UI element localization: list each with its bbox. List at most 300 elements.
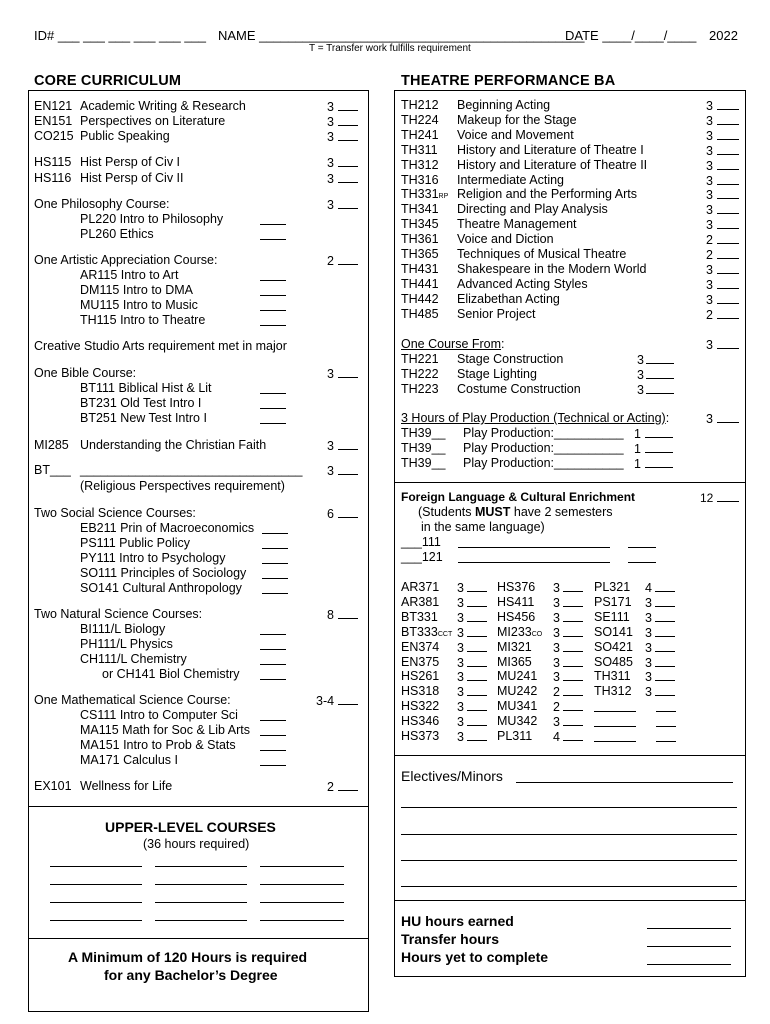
core-row-ex101-credit-value: 2 [327,780,334,794]
enrichment-course-blank[interactable] [563,625,583,637]
play-production-row-blank[interactable] [645,456,673,468]
enrichment-course-6-2[interactable] [594,669,684,684]
enrichment-blank-code[interactable] [594,700,636,712]
theatre-credit-value: 3 [706,218,713,233]
creative-studio-note: Creative Studio Arts requirement met in major [34,339,287,353]
theatre-credit-blank[interactable] [717,262,739,274]
enrichment-course-0-1[interactable] [497,580,587,595]
bible-course-credits [327,366,358,382]
enrichment-course-credit-value: 4 [553,730,560,744]
theatre-credit-blank[interactable] [717,98,739,110]
social-option-2-blank[interactable] [262,552,288,564]
enrichment-course-blank[interactable] [655,625,675,637]
enrichment-course-6-0[interactable] [401,669,491,684]
play-production-row-0 [401,426,701,441]
social-science-course-credits [327,506,358,522]
bible-option-1-blank[interactable] [260,397,286,409]
core-row-co215-credits [327,129,358,145]
enrichment-course-blank[interactable] [467,684,487,696]
upper-course-blank-1-2[interactable] [260,884,344,885]
bt-elective-title[interactable]: ________________________________ [80,463,303,477]
core-row-ex101-credit-blank[interactable] [338,779,358,791]
elective-line-3[interactable] [401,886,737,887]
enrichment-course-10-2 [594,729,684,744]
enrichment-course-7-1[interactable] [497,684,587,699]
theatre-credit-value: 3 [706,128,713,143]
play-production-row-credits [634,426,673,442]
play-production-row-code[interactable]: TH39__ [401,441,446,455]
enrichment-course-blank[interactable] [467,580,487,592]
core-row-co215-credit-value: 3 [327,130,334,144]
natural-option-2 [80,652,290,667]
theatre-credit-blank[interactable] [717,232,739,244]
enrichment-course-7-2[interactable] [594,684,684,699]
math-option-1-blank[interactable] [260,724,286,736]
artistic-option-0 [80,268,290,283]
hu-hours-earned-label: HU hours earned [401,913,514,929]
date-field[interactable]: DATE ____/____/____ [565,28,697,43]
upper-course-blank-3-0[interactable] [50,920,142,921]
theatre-row-th341-code: TH341 [401,202,439,217]
core-row-en151-code: EN151 [34,114,73,128]
play-production-credit-blank[interactable] [717,411,739,423]
play-production-row-credits [634,441,673,457]
enrichment-course-5-0[interactable] [401,655,491,670]
language-row-code[interactable]: ___111 [401,535,441,549]
social-option-3-label: SO111 Principles of Sociology [80,566,247,580]
play-production-row-code[interactable]: TH39__ [401,426,446,440]
enrichment-course-5-2[interactable] [594,655,684,670]
math-option-0-blank[interactable] [260,709,286,721]
theatre-credit-value: 3 [706,113,713,128]
upper-course-blank-1-0[interactable] [50,884,142,885]
enrichment-blank-credit[interactable] [656,730,676,742]
play-production-row-blank[interactable] [645,426,673,438]
natural-option-2-blank[interactable] [260,653,286,665]
enrichment-course-7-0[interactable] [401,684,491,699]
philosophy-option-0 [80,212,290,227]
theatre-row-th341 [401,202,741,217]
math-science-course [34,693,364,708]
one-course-option-credits [637,367,674,383]
philosophy-option-1-blank[interactable] [260,228,286,240]
enrichment-course-blank[interactable] [655,684,675,696]
enrichment-course-0-0[interactable] [401,580,491,595]
social-option-1-blank[interactable] [262,537,288,549]
social-science-course-credit-value: 6 [327,507,334,521]
core-row-en121-credit-blank[interactable] [338,99,358,111]
enrichment-course-1-2[interactable] [594,595,684,610]
bt-elective-credit-blank[interactable] [338,463,358,475]
bible-option-2-blank[interactable] [260,412,286,424]
core-row-hs116-title: Hist Persp of Civ II [80,171,184,185]
enrichment-course-10-0[interactable] [401,729,491,744]
upper-course-blank-2-2[interactable] [260,902,344,903]
enrichment-course-code: HS318 [401,684,440,699]
enrichment-course-credits [457,595,487,611]
enrichment-course-credits [457,640,487,656]
core-row-co215-credit-blank[interactable] [338,129,358,141]
enrichment-course-code: SO421 [594,639,633,654]
one-course-option-code: TH223 [401,382,439,396]
philosophy-course-credit-blank[interactable] [338,197,358,209]
philosophy-option-0-blank[interactable] [260,213,286,225]
enrichment-course-10-1[interactable] [497,729,587,744]
enrichment-course-credits [457,655,487,671]
enrichment-course-3-2[interactable] [594,625,684,640]
enrichment-course-0-2[interactable] [594,580,684,595]
foreign-note-post: have 2 semesters [510,505,613,519]
enrichment-course-2-0[interactable] [401,610,491,625]
math-option-2-label: MA151 Intro to Prob & Stats [80,738,236,752]
theatre-row-th331 [401,187,741,202]
enrichment-course-credits [457,699,487,715]
social-option-0-blank[interactable] [262,522,288,534]
core-row-en151 [34,114,364,129]
core-row-hs115-credit-blank[interactable] [338,155,358,167]
enrichment-course-1-0[interactable] [401,595,491,610]
enrichment-course-credit-value: 3 [457,625,464,640]
one-course-credit-blank[interactable] [717,337,739,349]
enrichment-course-blank[interactable] [467,714,487,726]
theatre-row-th442-code: TH442 [401,291,439,306]
theatre-credit-blank[interactable] [717,247,739,259]
theatre-row-th345 [401,217,741,232]
enrichment-course-credit-value: 3 [645,655,652,670]
enrichment-course-blank[interactable] [563,595,583,607]
enrichment-course-code: MI365 [497,654,532,669]
theatre-credit-value: 3 [706,188,713,203]
enrichment-course-code: MU241 [497,669,538,684]
foreign-language-credit-blank[interactable] [717,490,739,502]
theatre-row-th485-code: TH485 [401,306,439,321]
theatre-credit-blank[interactable] [717,217,739,229]
enrichment-course-9-1[interactable] [497,714,587,729]
one-course-option-credit-value: 3 [637,368,644,382]
enrichment-course-blank[interactable] [655,610,675,622]
enrichment-course-blank[interactable] [563,669,583,681]
enrichment-course-blank[interactable] [467,699,487,711]
play-production-row-title[interactable]: Play Production:__________ [463,441,624,455]
artistic-course-label: One Artistic Appreciation Course: [34,253,218,267]
artistic-option-2-blank[interactable] [260,299,286,311]
theatre-credit-blank[interactable] [717,277,739,289]
artistic-option-2-label: MU115 Intro to Music [80,298,198,312]
math-option-1-label: MA115 Math for Soc & Lib Arts [80,723,250,737]
enrichment-course-code: BT333CCT [401,624,453,639]
math-science-course-credit-blank[interactable] [338,693,358,705]
enrichment-course-credit-value: 3 [553,595,560,610]
theatre-row-th441 [401,277,741,292]
enrichment-course-2-2[interactable] [594,610,684,625]
enrichment-course-credits [645,669,675,685]
natural-science-course-credit-value: 8 [327,608,334,622]
enrichment-course-credit-value: 3 [645,595,652,610]
math-option-3-blank[interactable] [260,754,286,766]
one-course-option-blank[interactable] [646,382,674,394]
core-row-mi285-credit-value: 3 [327,439,334,453]
elective-line-0[interactable] [401,807,737,808]
theatre-row-th431 [401,262,741,277]
social-option-4 [80,581,290,596]
theatre-credit-value: 3 [706,292,713,307]
artistic-option-2 [80,298,290,313]
theatre-credit-value: 3 [706,262,713,277]
artistic-option-0-blank[interactable] [260,269,286,281]
id-field[interactable]: ID# ___ ___ ___ ___ ___ ___ [34,28,207,43]
enrichment-course-blank[interactable] [467,595,487,607]
upper-course-blank-3-2[interactable] [260,920,344,921]
one-course-credit-value: 3 [706,338,713,352]
enrichment-course-code: HS456 [497,609,536,624]
one-course-option-blank[interactable] [646,352,674,364]
one-course-option-code: TH221 [401,352,439,366]
enrichment-course-credits [553,699,583,715]
electives-blank[interactable] [516,782,733,783]
enrichment-course-4-1[interactable] [497,640,587,655]
artistic-option-1-blank[interactable] [260,284,286,296]
theatre-credit-value: 3 [706,143,713,158]
enrichment-course-code: PS171 [594,594,632,609]
play-production-row-credit-value: 1 [634,427,641,441]
math-option-1 [80,723,290,738]
theatre-credit-blank[interactable] [717,187,739,199]
core-row-mi285-credit-blank[interactable] [338,438,358,450]
artistic-option-1-label: DM115 Intro to DMA [80,283,194,297]
play-production-row-blank[interactable] [645,441,673,453]
theatre-row-th485-credits [706,307,739,323]
upper-level-subtitle: (36 hours required) [143,837,250,851]
natural-science-course-credit-blank[interactable] [338,607,358,619]
enrichment-course-credit-value: 3 [457,655,464,670]
core-row-en151-credits [327,114,358,130]
enrichment-course-blank[interactable] [563,580,583,592]
one-course-option-th222 [401,367,701,382]
enrichment-course-blank[interactable] [563,714,583,726]
theatre-row-th224-credits [706,113,739,129]
enrichment-course-blank[interactable] [563,699,583,711]
natural-option-0 [80,622,290,637]
artistic-course-credit-blank[interactable] [338,253,358,265]
enrichment-course-credits [645,595,675,611]
transfer-hours-blank[interactable] [647,946,731,947]
theatre-credit-value: 2 [706,233,713,248]
bible-course-credit-blank[interactable] [338,366,358,378]
upper-course-blank-1-1[interactable] [155,884,247,885]
enrichment-course-8-0[interactable] [401,699,491,714]
language-row-code[interactable]: ___121 [401,550,443,564]
enrichment-course-code: AR381 [401,594,440,609]
upper-course-blank-2-0[interactable] [50,902,142,903]
theatre-credit-blank[interactable] [717,202,739,214]
natural-option-0-blank[interactable] [260,623,286,635]
upper-course-blank-0-2[interactable] [260,866,344,867]
enrichment-course-credits [457,684,487,700]
enrichment-course-3-0[interactable] [401,625,491,640]
enrichment-course-2-1[interactable] [497,610,587,625]
enrichment-course-credits [553,669,583,685]
theatre-credit-blank[interactable] [717,113,739,125]
hu-hours-earned-blank[interactable] [647,928,731,929]
enrichment-course-credits [553,729,583,745]
enrichment-course-1-1[interactable] [497,595,587,610]
theatre-row-th442 [401,292,741,307]
enrichment-course-blank[interactable] [467,610,487,622]
core-row-hs116-credit-value: 3 [327,172,334,186]
play-production [401,411,741,426]
upper-course-blank-0-0[interactable] [50,866,142,867]
enrichment-course-code: TH312 [594,684,632,699]
enrichment-course-credits [457,729,487,745]
enrichment-course-blank[interactable] [563,655,583,667]
social-science-course [34,506,364,521]
enrichment-course-blank[interactable] [655,580,675,592]
upper-course-blank-0-1[interactable] [155,866,247,867]
bible-option-2 [80,411,290,426]
bible-option-0-blank[interactable] [260,382,286,394]
enrichment-course-code: MU342 [497,714,538,729]
philosophy-option-1-label: PL260 Ethics [80,227,154,241]
theatre-row-th441-code: TH441 [401,276,439,291]
enrichment-course-9-2 [594,714,684,729]
social-science-course-credit-blank[interactable] [338,506,358,518]
natural-option-1-label: PH111/L Physics [80,637,173,651]
play-production-row-title[interactable]: Play Production:__________ [463,426,624,440]
social-option-4-blank[interactable] [262,582,288,594]
enrichment-course-credit-value: 3 [645,625,652,640]
elective-line-2[interactable] [401,860,737,861]
theatre-row-th365-credits [706,247,739,263]
enrichment-course-blank[interactable] [655,655,675,667]
social-option-3-blank[interactable] [262,567,288,579]
name-field[interactable]: NAME _____________________________________________ [218,28,585,43]
enrichment-course-blank[interactable] [563,640,583,652]
core-row-en151-credit-blank[interactable] [338,114,358,126]
theatre-credit-blank[interactable] [717,292,739,304]
language-row-name-blank[interactable] [458,551,610,563]
enrichment-course-blank[interactable] [467,669,487,681]
natural-option-1-blank[interactable] [260,638,286,650]
social-option-0-label: EB211 Prin of Macroeconomics [80,521,255,535]
bible-option-1 [80,396,290,411]
enrichment-course-code: MI233CO [497,624,543,639]
enrichment-course-blank[interactable] [655,595,675,607]
theatre-credit-blank[interactable] [717,158,739,170]
theatre-row-th431-credits [706,262,739,278]
natural-science-course-label: Two Natural Science Courses: [34,607,203,621]
enrichment-course-4-2[interactable] [594,640,684,655]
core-row-en151-title: Perspectives on Literature [80,114,226,128]
enrichment-blank-code[interactable] [594,715,636,727]
one-course-option-blank[interactable] [646,367,674,379]
core-row-hs115-credit-value: 3 [327,156,334,170]
enrichment-course-credit-value: 3 [457,700,464,715]
enrichment-course-credits [645,684,675,700]
theatre-row-th365-title: Techniques of Musical Theatre [457,247,627,261]
enrichment-blank-credit[interactable] [656,715,676,727]
one-course-option-title: Stage Lighting [457,367,537,381]
one-course-option-th221 [401,352,701,367]
minimum-hours-line2: for any Bachelor’s Degree [104,967,278,983]
enrichment-course-blank[interactable] [467,625,487,637]
enrichment-course-credit-value: 3 [457,715,464,730]
theatre-credit-value: 3 [706,173,713,188]
theatre-row-th316-title: Intermediate Acting [457,172,565,187]
enrichment-course-credit-value: 3 [645,610,652,625]
upper-course-blank-3-1[interactable] [155,920,247,921]
enrichment-course-blank[interactable] [655,640,675,652]
one-course-option-title: Costume Construction [457,382,581,396]
enrichment-course-blank[interactable] [467,729,487,741]
bible-option-1-label: BT231 Old Test Intro I [80,396,202,410]
enrichment-course-8-1[interactable] [497,699,587,714]
artistic-option-3 [80,313,290,328]
core-row-hs116-credits [327,171,358,187]
theatre-row-th361-credits [706,232,739,248]
enrichment-course-credit-value: 3 [553,640,560,655]
enrichment-course-credit-value: 4 [645,581,652,595]
enrichment-course-credits [553,625,583,641]
theatre-credit-blank[interactable] [717,143,739,155]
elective-line-1[interactable] [401,834,737,835]
language-row-name-blank[interactable] [458,536,610,548]
enrichment-course-blank[interactable] [467,640,487,652]
enrichment-blank-code[interactable] [594,730,636,742]
play-production-row-code[interactable]: TH39__ [401,456,446,470]
artistic-option-3-blank[interactable] [260,314,286,326]
artistic-option-0-label: AR115 Intro to Art [80,268,179,282]
enrichment-course-blank[interactable] [467,655,487,667]
natural-option-3-label: or CH141 Biol Chemistry [102,667,240,681]
enrichment-course-6-1[interactable] [497,669,587,684]
social-option-1 [80,536,290,551]
enrichment-course-code: SE111 [594,609,630,624]
enrichment-course-blank[interactable] [563,729,583,741]
enrichment-course-blank[interactable] [655,669,675,681]
enrichment-course-code: AR371 [401,580,440,594]
theatre-row-th212 [401,98,741,113]
social-option-0 [80,521,290,536]
enrichment-course-code: PL321 [594,580,631,594]
enrichment-course-9-0[interactable] [401,714,491,729]
enrichment-course-blank[interactable] [563,684,583,696]
play-production-row-title[interactable]: Play Production:__________ [463,456,624,470]
language-row-credit-blank[interactable] [628,551,656,563]
enrichment-course-code: SO485 [594,654,633,669]
hours-yet-blank[interactable] [647,964,731,965]
theatre-credit-blank[interactable] [717,128,739,140]
language-row-credit-blank[interactable] [628,536,656,548]
core-row-hs116-credit-blank[interactable] [338,171,358,183]
natural-option-3-blank[interactable] [260,668,286,680]
artistic-option-3-label: TH115 Intro to Theatre [80,313,206,327]
math-option-2-blank[interactable] [260,739,286,751]
theatre-credit-blank[interactable] [717,307,739,319]
bt-elective-code: BT___ [34,463,71,477]
enrichment-course-4-0[interactable] [401,640,491,655]
theatre-credit-blank[interactable] [717,173,739,185]
theatre-row-th485 [401,307,741,322]
enrichment-course-5-1[interactable] [497,655,587,670]
theatre-row-th212-credits [706,98,739,114]
enrichment-course-3-1[interactable] [497,625,587,640]
enrichment-course-credit-value: 3 [457,670,464,685]
upper-course-blank-2-1[interactable] [155,902,247,903]
enrichment-course-blank[interactable] [563,610,583,622]
enrichment-course-code: EN374 [401,639,440,654]
enrichment-blank-credit[interactable] [656,700,676,712]
enrichment-course-code: MU242 [497,684,538,699]
